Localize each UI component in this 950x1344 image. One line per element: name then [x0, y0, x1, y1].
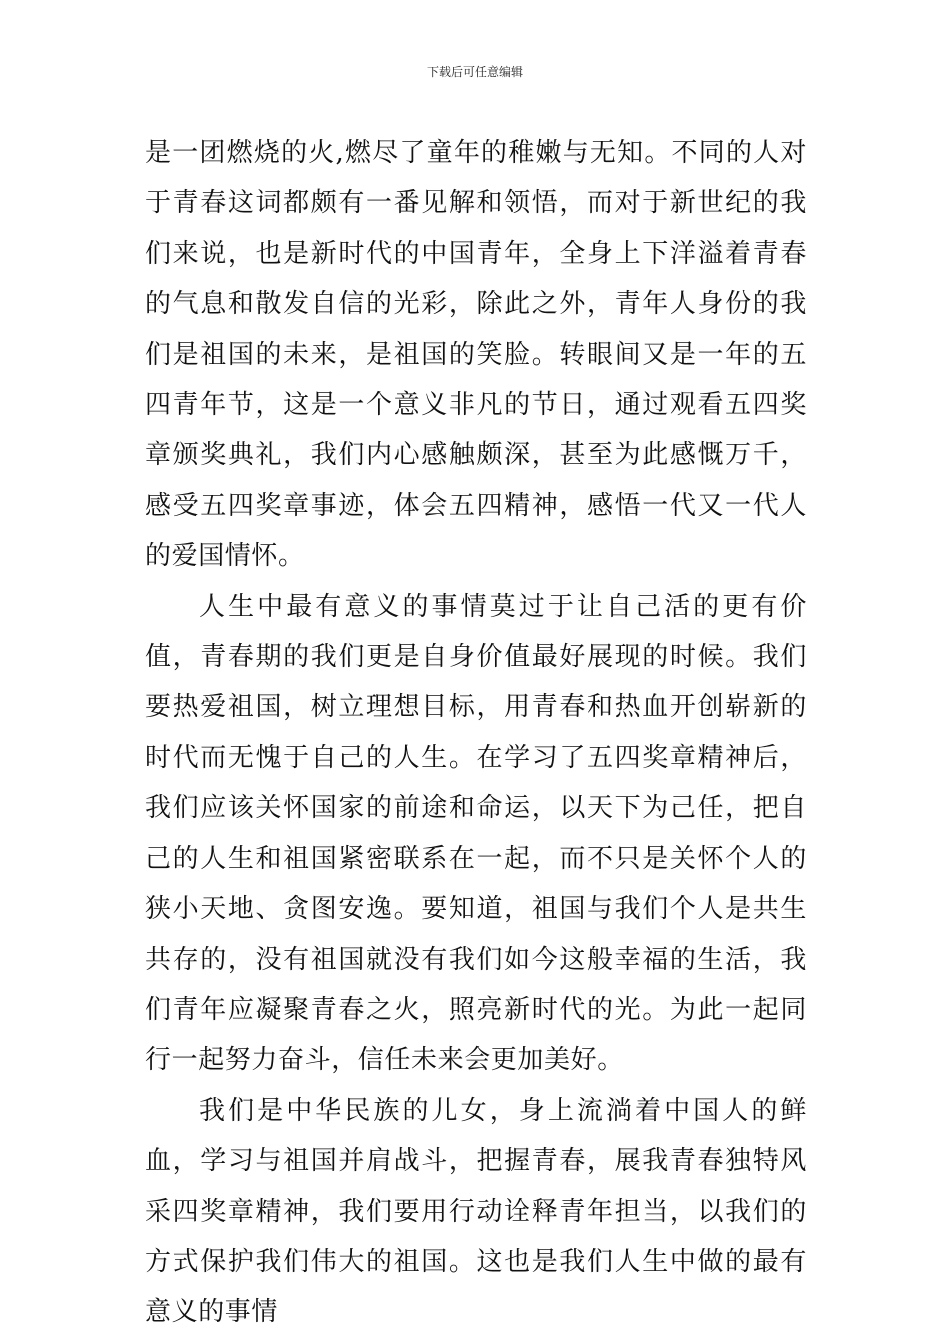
document-body — [145, 128, 807, 1338]
paragraph-2: 人生中最有意义的事情莫过于让自己活的更有价值，青春期的我们更是自身价值最好展现的时候。我们要热爱祖国，树立理想目标，用青春和热血开创崭新的时代而无愧于自己的人生。在学习了五四奖章精神后，我们应该关怀国家的前途和命运，以天下为己任，把自己的人生和祖国紧密联系在一起，而不只是关怀个人的狭小天地、贪图安逸。要知道，祖国与我们个人是共生共存的，没有祖国就没有我们如今这般幸福的生活，我们青年应凝聚青春之火，照亮新时代的光。为此一起同行一起努力奋斗，信任未来会更加美好。 — [145, 591, 807, 1076]
header-note: 下载后可任意编辑 — [426, 65, 523, 79]
paragraph-3: 我们是中华民族的儿女，身上流淌着中国人的鲜血，学习与祖国并肩战斗，把握青春，展我青春独特风采四奖章精神，我们要用行动诠释青年担当，以我们的方式保护我们伟大的祖国。这也是我们人生中做的最有意义的事情 — [145, 1095, 807, 1328]
paragraph-1: 是一团燃烧的火,燃尽了童年的稚嫩与无知。不同的人对于青春这词都颇有一番见解和领悟，而对于新世纪的我们来说，也是新时代的中国青年，全身上下洋溢着青春的气息和散发自信的光彩，除此之外，青年人身份的我们是祖国的未来，是祖国的笑脸。转眼间又是一年的五四青年节，这是一个意义非凡的节日，通过观看五四奖章颁奖典礼，我们内心感触颇深，甚至为此感慨万千，感受五四奖章事迹，体会五四精神，感悟一代又一代人的爱国情怀。 — [145, 138, 807, 572]
